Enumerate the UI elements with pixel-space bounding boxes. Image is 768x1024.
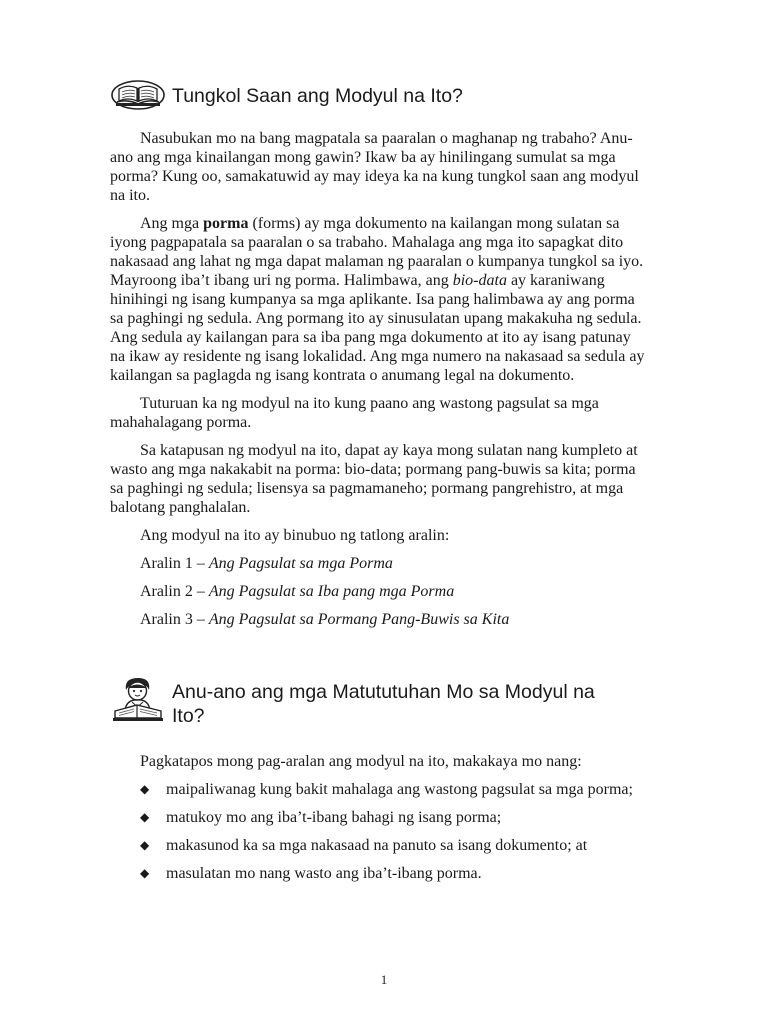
section-heading-about xyxy=(110,76,463,117)
section-body-learning xyxy=(110,752,648,892)
page-number: 1 xyxy=(380,972,388,987)
section-title: Tungkol Saan ang Modyul na Ito? xyxy=(172,85,463,107)
bold-term: porma xyxy=(203,215,249,232)
lesson-item: Aralin 1 – Ang Pagsulat sa mga Porma xyxy=(140,555,393,572)
bullet-diamond-icon: ◆ xyxy=(140,838,150,852)
lesson-item: Aralin 2 – Ang Pagsulat sa Iba pang mga Porma xyxy=(140,583,455,600)
list-item: ◆ masulatan mo nang wasto ang iba’t-ibang porma. xyxy=(140,865,482,882)
section-title: Anu-ano ang mga Matututuhan Mo sa Modyul na Ito? xyxy=(172,681,595,727)
lesson-item: Aralin 3 – Ang Pagsulat sa Pormang Pang-Buwis sa Kita xyxy=(140,611,510,628)
open-book-icon xyxy=(110,76,166,117)
section-body-about xyxy=(110,129,648,638)
student-reading-icon xyxy=(110,676,166,727)
paragraph-forms: Ang mga porma (forms) ay mga dokumento na kailangan mong sulatan sa iyong pagpapatala sa paaralan o sa trabaho. Mahalaga ang mga ito sapagkat dito nakasaad ang lahat ng mga dapat malaman ng paaralan o kumpanya tungkol sa iyo. Mayroong iba’t ibang uri ng porma. Halimbawa, ang bio-data ay karaniwang hinihingi ng isang kumpanya sa mga aplikante. Isa pang halimbawa ay ang porma sa paghingi ng sedula. Ang pormang ito ay sinusulatan upang makakuha ng sedula. Ang sedula ay kailangan para sa iba pang mga dokumento at ito ay isang patunay na ikaw ay residente ng isang lokalidad. Ang mga numero na nakasaad sa sedula ay kailangan sa paglagda ng isang kontrata o anumang legal na dokumento. xyxy=(110,215,645,384)
list-item: ◆ makasunod ka sa mga nakasaad na panuto sa isang dokumento; at xyxy=(140,837,588,854)
bullet-diamond-icon: ◆ xyxy=(140,866,150,880)
objectives-list xyxy=(110,780,648,883)
bullet-diamond-icon: ◆ xyxy=(140,810,150,824)
list-item: ◆ matukoy mo ang iba’t-ibang bahagi ng isang porma; xyxy=(140,809,502,826)
paragraph: Tuturuan ka ng modyul na ito kung paano ang wastong pagsulat sa mga mahahalagang porma. xyxy=(110,395,599,431)
italic-term: bio-data xyxy=(452,272,507,289)
paragraph: Ang modyul na ito ay binubuo ng tatlong aralin: xyxy=(140,527,450,544)
paragraph: Sa katapusan ng modyul na ito, dapat ay kaya mong sulatan nang kumpleto at wasto ang mga nakakabit na porma: bio-data; pormang pang-buwis sa kita; porma sa paghingi ng sedula; lisensya sa pagmamaneho; pormang pangrehistro, at mga balotang panghalalan. xyxy=(110,442,638,516)
section-heading-learning xyxy=(110,676,612,728)
list-item: ◆ maipaliwanag kung bakit mahalaga ang wastong pagsulat sa mga porma; xyxy=(140,781,633,798)
paragraph: Pagkatapos mong pag-aralan ang modyul na ito, makakaya mo nang: xyxy=(140,753,582,770)
bullet-diamond-icon: ◆ xyxy=(140,782,150,796)
paragraph: Nasubukan mo na bang magpatala sa paaralan o maghanap ng trabaho? Anu-ano ang mga kinailangan mong gawin? Ikaw ba ay hinilingang sumulat sa mga porma? Kung oo, samakatuwid ay may ideya ka na kung tungkol saan ang modyul na ito. xyxy=(110,130,639,204)
